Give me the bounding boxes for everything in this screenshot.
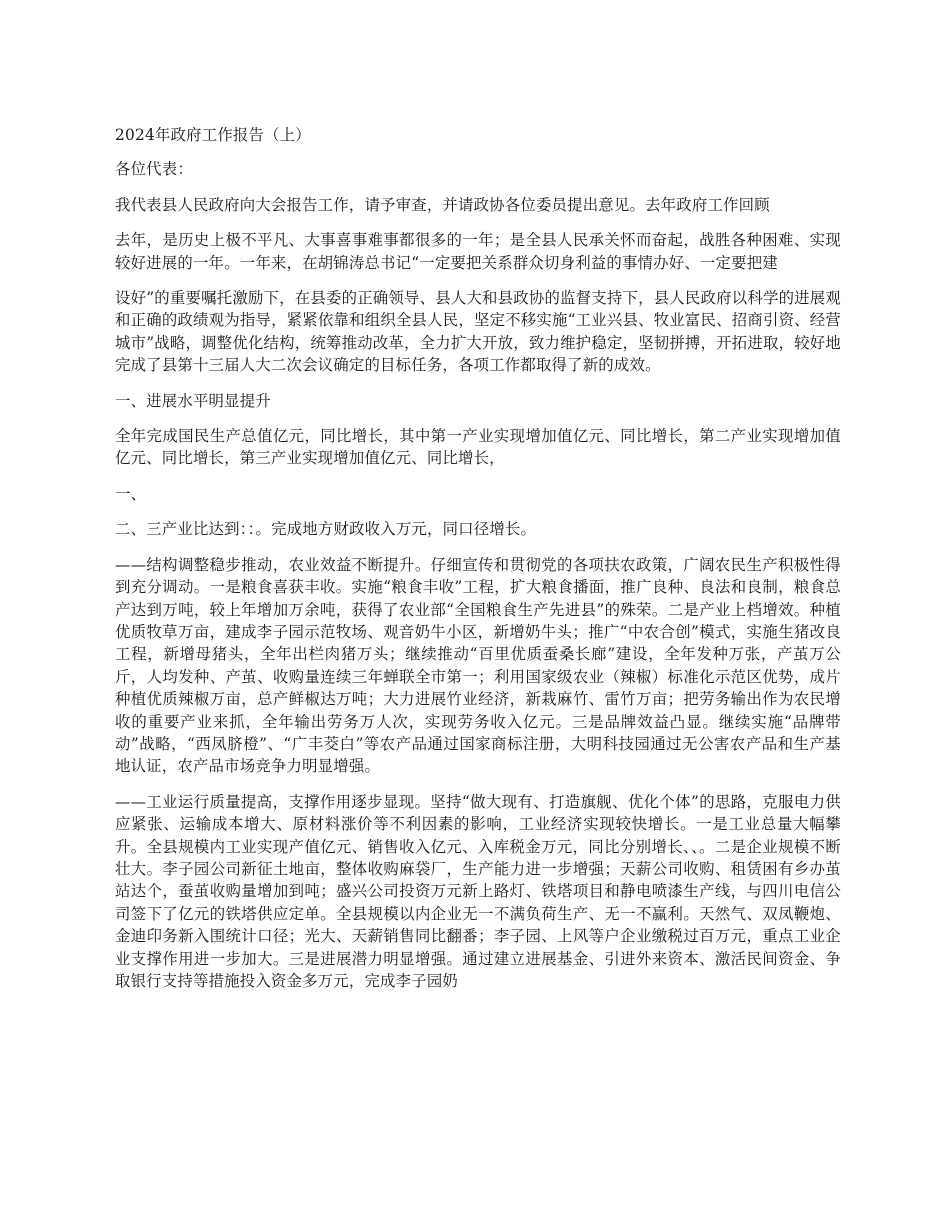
- document-title: 2024年政府工作报告（上）: [115, 126, 311, 144]
- paragraph-intro: 我代表县人民政府向大会报告工作，请予审查，并请政协各位委员提出意见。去年政府工作回顾: [115, 195, 770, 214]
- paragraph-agriculture: ——结构调整稳步推动，农业效益不断提升。仔细宣传和贯彻党的各项扶农政策，广阔农民生产积极性得到充分调动。一是粮食喜获丰收。实施“粮食丰收”工程，扩大粮食播面，推广良种、良法和良制，粮食总产达到万吨，较上年增加万余吨，获得了农业部“全国粮食生产先进县”的殊荣。二是产业上档增效。种植优质牧草万亩，建成李子园示范牧场、观音奶牛小区，新增奶牛头；推广“中农合创”模式，实施生猪改良工程，新增母猪头，全年出栏肉猪万头；继续推动“百里优质蚕桑长廊”建设，全年发种万张，产茧万公斤，人均发种、产茧、收购量连续三年蝉联全市第一；利用国家级农业（辣椒）标准化示范区优势，成片种植优质辣椒万亩，总产鲜椒达万吨；大力进展竹业经济，新栽麻竹、雷竹万亩；把劳务输出作为农民增收的重要产业来抓，全年输出劳务万人次，实现劳务收入亿元。三是品牌效益凸显。继续实施“品牌带动”战略，“西凤脐橙”、“广丰茭白”等农产品通过国家商标注册，大明科技园通过无公害农产品和生产基地认证，农产品市场竞争力明显增强。: [115, 555, 841, 776]
- paragraph-industry: ——工业运行质量提高，支撑作用逐步显现。坚持“做大现有、打造旗舰、优化个体”的思路，克服电力供应紧张、运输成本增大、原材料涨价等不利因素的影响，工业经济实现较快增长。一是工业总量大幅攀升。全县规模内工业实现产值亿元、销售收入亿元、入库税金万元，同比分别增长、、。二是企业规模不断壮大。李子园公司新征土地亩，整体收购麻袋厂，生产能力进一步增强；天薪公司收购、租赁困有乡办茧站达个，蚕茧收购量增加到吨；盛兴公司投资万元新上路灯、铁塔项目和静电喷漆生产线，与四川电信公司签下了亿元的铁塔供应定单。全县规模以内企业无一不满负荷生产、无一不赢利。天然气、双凤鞭炮、金迪印务新入围统计口径；光大、天薪销售同比翻番；李子园、上风等户企业缴税过百万元，重点工业企业支撑作用进一步加大。三是进展潜力明显增强。通过建立进展基金、引进外来资本、激活民间资金、争取银行支持等措施投入资金多万元，完成李子园奶: [115, 792, 841, 990]
- section-heading-1: 一、进展水平明显提升: [115, 391, 271, 410]
- paragraph-achievements: 设好”的重要嘱托激励下，在县委的正确领导、县人大和县政协的监督支持下，县人民政府以科学的进展观和正确的政绩观为指导，紧紧依靠和组织全县人民，坚定不移实施“工业兴县、牧业富民、招商引资、经营城市”战略，调整优化结构，统筹推动改革，全力扩大开放，致力维护稳定，坚韧拼搏，开拓进取，较好地完成了县第十三届人大二次会议确定的目标任务，各项工作都取得了新的成效。: [115, 289, 841, 375]
- paragraph-gdp: 全年完成国民生产总值亿元，同比增长，其中第一产业实现增加值亿元、同比增长，第二产业实现增加值亿元、同比增长，第三产业实现增加值亿元、同比增长，: [115, 427, 841, 468]
- paragraph-fragment: 一、: [115, 484, 147, 503]
- paragraph-review: 去年，是历史上极不平凡、大事喜事难事都很多的一年；是全县人民承关怀而奋起，战胜各种困难、实现较好进展的一年。一年来，在胡锦涛总书记“一定要把关系群众切身利益的事情办好、一定要把建: [115, 231, 841, 272]
- document-body: [115, 124, 841, 1005]
- salutation: 各位代表：: [115, 160, 193, 179]
- paragraph-industry-ratio: 二、三产业比达到：：。完成地方财政收入万元，同口径增长。: [115, 520, 537, 539]
